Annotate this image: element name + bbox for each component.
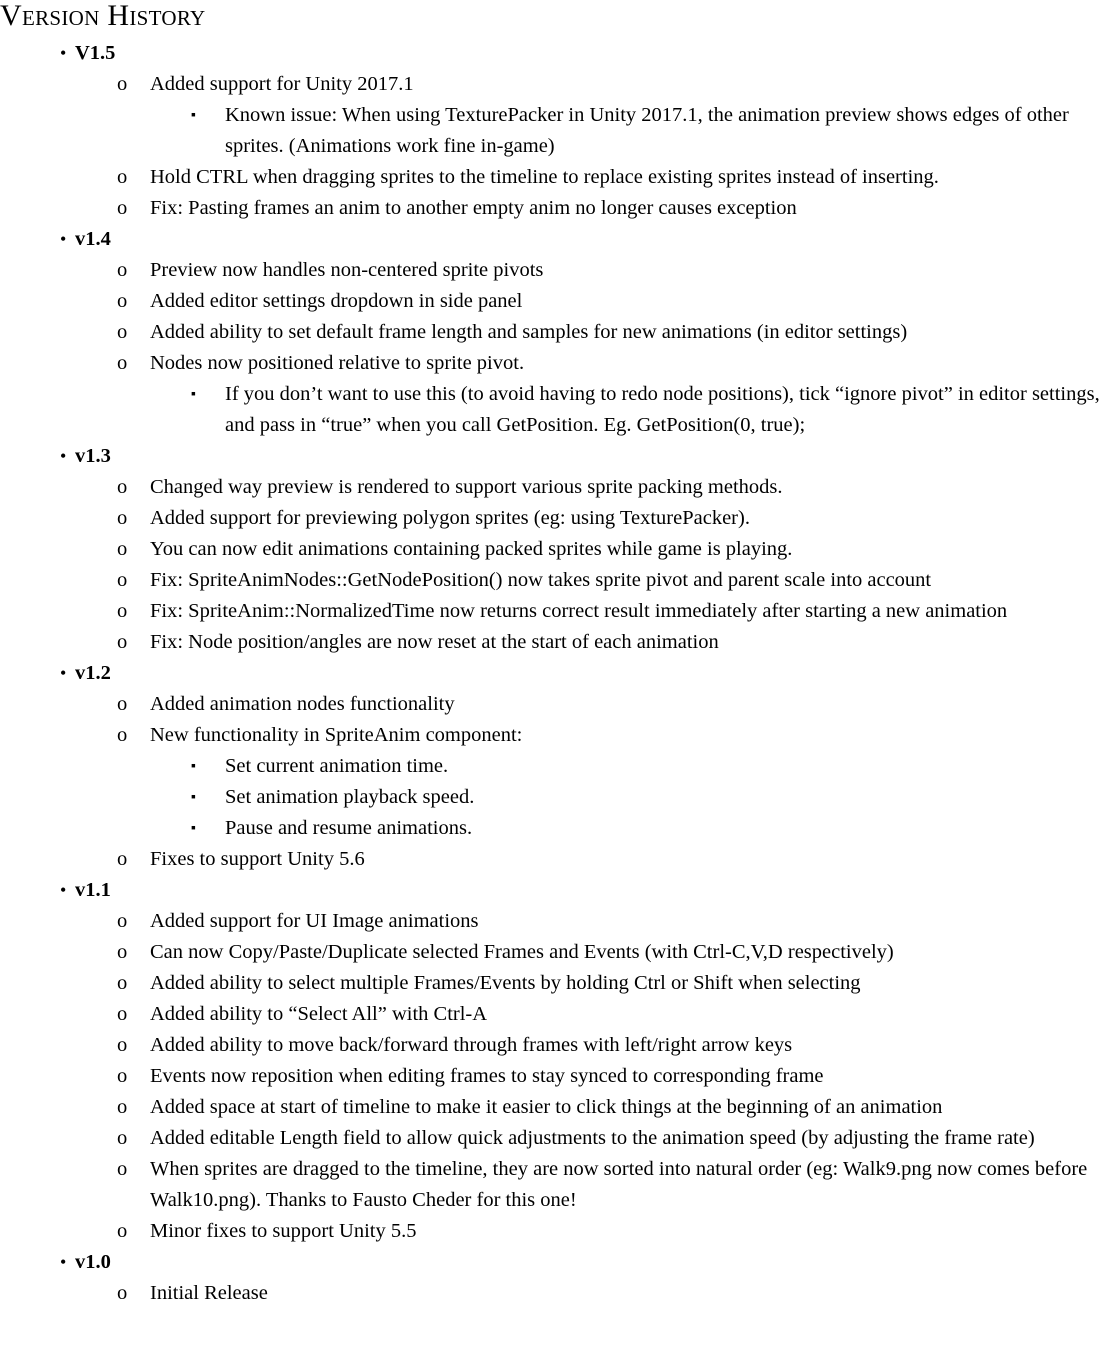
circle-bullet-icon: o [117,321,128,343]
circle-bullet-icon: o [117,724,128,746]
change-text: Events now reposition when editing frames to stay synced to corresponding frame [150,1065,824,1087]
circle-bullet-icon: o [117,1003,128,1025]
change-item [0,162,1104,193]
change-item [0,472,1104,503]
change-text: Fix: SpriteAnim::NormalizedTime now returns correct result immediately after starting a new animation [150,600,1008,622]
change-text: Initial Release [150,1282,268,1304]
circle-bullet-icon: o [117,538,128,560]
circle-bullet-icon: o [117,569,128,591]
change-list [75,906,1104,1247]
sub-change-text: Known issue: When using TexturePacker in Unity 2017.1, the animation preview shows edges of other sprites. (Animations work fine in-game) [225,104,1069,157]
change-item [0,1030,1104,1061]
change-text: Added support for previewing polygon sprites (eg: using TexturePacker). [150,507,750,529]
circle-bullet-icon: o [117,1065,128,1087]
change-text: Preview now handles non-centered sprite pivots [150,259,544,281]
change-text: Added ability to move back/forward through frames with left/right arrow keys [150,1034,793,1056]
change-item [0,596,1104,627]
circle-bullet-icon: o [117,848,128,870]
circle-bullet-icon: o [117,693,128,715]
change-item [0,627,1104,658]
circle-bullet-icon: o [117,600,128,622]
sub-change-item [0,100,1104,162]
change-text: Added editable Length field to allow quick adjustments to the animation speed (by adjusting the frame rate) [150,1127,1035,1149]
change-list [75,255,1104,441]
sub-change-item [0,782,1104,813]
version-entry [0,658,1104,875]
change-item [0,720,1104,844]
sub-change-text: Set animation playback speed. [225,786,475,808]
bullet-icon: • [60,43,67,63]
circle-bullet-icon: o [117,352,128,374]
change-item [0,1154,1104,1216]
version-label: v1.2 [75,662,111,684]
circle-bullet-icon: o [117,972,128,994]
square-bullet-icon: ▪ [191,759,196,774]
change-item [0,1061,1104,1092]
version-label: v1.0 [75,1251,111,1273]
version-label: v1.4 [75,228,111,250]
square-bullet-icon: ▪ [191,821,196,836]
circle-bullet-icon: o [117,1096,128,1118]
bullet-icon: • [60,1252,67,1272]
change-text: Added ability to select multiple Frames/Events by holding Ctrl or Shift when selecting [150,972,861,994]
version-label: V1.5 [75,42,116,64]
change-item [0,255,1104,286]
change-text: When sprites are dragged to the timeline, they are now sorted into natural order (eg: Walk9.png now comes before Walk10.png). Thanks to Fausto Cheder for this one! [150,1158,1088,1211]
change-text: Fix: SpriteAnimNodes::GetNodePosition() now takes sprite pivot and parent scale into account [150,569,932,591]
change-item [0,503,1104,534]
change-list [75,69,1104,224]
change-item [0,937,1104,968]
circle-bullet-icon: o [117,1220,128,1242]
change-text: Added ability to set default frame length and samples for new animations (in editor settings) [150,321,908,343]
bullet-icon: • [60,446,67,466]
circle-bullet-icon: o [117,1158,128,1180]
square-bullet-icon: ▪ [191,108,196,123]
version-list [0,38,1104,1309]
version-entry [0,38,1104,224]
change-text: Can now Copy/Paste/Duplicate selected Frames and Events (with Ctrl-C,V,D respectively) [150,941,894,963]
circle-bullet-icon: o [117,166,128,188]
version-entry [0,224,1104,441]
change-item [0,906,1104,937]
page-title: Version History [0,0,206,32]
version-entry [0,875,1104,1247]
circle-bullet-icon: o [117,1127,128,1149]
version-label: v1.3 [75,445,111,467]
sub-change-list [150,751,1104,844]
circle-bullet-icon: o [117,941,128,963]
sub-change-list [150,379,1104,441]
sub-change-text: If you don’t want to use this (to avoid having to redo node positions), tick “ignore pivot” in editor settings, and pass in “true” when you call GetPosition. Eg. GetPosition(0, true); [225,383,1100,436]
circle-bullet-icon: o [117,631,128,653]
change-item [0,534,1104,565]
change-item [0,1092,1104,1123]
circle-bullet-icon: o [117,259,128,281]
circle-bullet-icon: o [117,476,128,498]
sub-change-text: Set current animation time. [225,755,449,777]
version-label: v1.1 [75,879,111,901]
change-item [0,193,1104,224]
square-bullet-icon: ▪ [191,387,196,402]
change-text: Added animation nodes functionality [150,693,455,715]
circle-bullet-icon: o [117,1034,128,1056]
change-text: Nodes now positioned relative to sprite pivot. [150,352,525,374]
circle-bullet-icon: o [117,290,128,312]
version-entry [0,441,1104,658]
change-list [75,1278,1104,1309]
change-item [0,844,1104,875]
sub-change-text: Pause and resume animations. [225,817,473,839]
sub-change-item [0,379,1104,441]
circle-bullet-icon: o [117,197,128,219]
change-text: New functionality in SpriteAnim component: [150,724,523,746]
change-item [0,1123,1104,1154]
change-text: Added space at start of timeline to make it easier to click things at the beginning of an animation [150,1096,943,1118]
bullet-icon: • [60,663,67,683]
change-item [0,348,1104,441]
change-list [75,689,1104,875]
change-item [0,69,1104,162]
change-text: Added support for Unity 2017.1 [150,73,414,95]
circle-bullet-icon: o [117,73,128,95]
change-text: Changed way preview is rendered to support various sprite packing methods. [150,476,783,498]
circle-bullet-icon: o [117,507,128,529]
change-text: Hold CTRL when dragging sprites to the timeline to replace existing sprites instead of inserting. [150,166,939,188]
change-item [0,968,1104,999]
change-item [0,1216,1104,1247]
change-item [0,317,1104,348]
change-item [0,999,1104,1030]
sub-change-list [150,100,1104,162]
version-entry [0,1247,1104,1309]
change-item [0,1278,1104,1309]
change-text: Added support for UI Image animations [150,910,479,932]
change-text: Added ability to “Select All” with Ctrl-A [150,1003,488,1025]
circle-bullet-icon: o [117,1282,128,1304]
change-text: Minor fixes to support Unity 5.5 [150,1220,417,1242]
change-text: Added editor settings dropdown in side panel [150,290,523,312]
circle-bullet-icon: o [117,910,128,932]
bullet-icon: • [60,229,67,249]
change-list [75,472,1104,658]
sub-change-item [0,813,1104,844]
change-item [0,689,1104,720]
square-bullet-icon: ▪ [191,790,196,805]
change-item [0,286,1104,317]
bullet-icon: • [60,880,67,900]
change-text: Fix: Pasting frames an anim to another empty anim no longer causes exception [150,197,797,219]
change-text: Fix: Node position/angles are now reset at the start of each animation [150,631,719,653]
change-text: You can now edit animations containing packed sprites while game is playing. [150,538,793,560]
sub-change-item [0,751,1104,782]
change-text: Fixes to support Unity 5.6 [150,848,365,870]
change-item [0,565,1104,596]
